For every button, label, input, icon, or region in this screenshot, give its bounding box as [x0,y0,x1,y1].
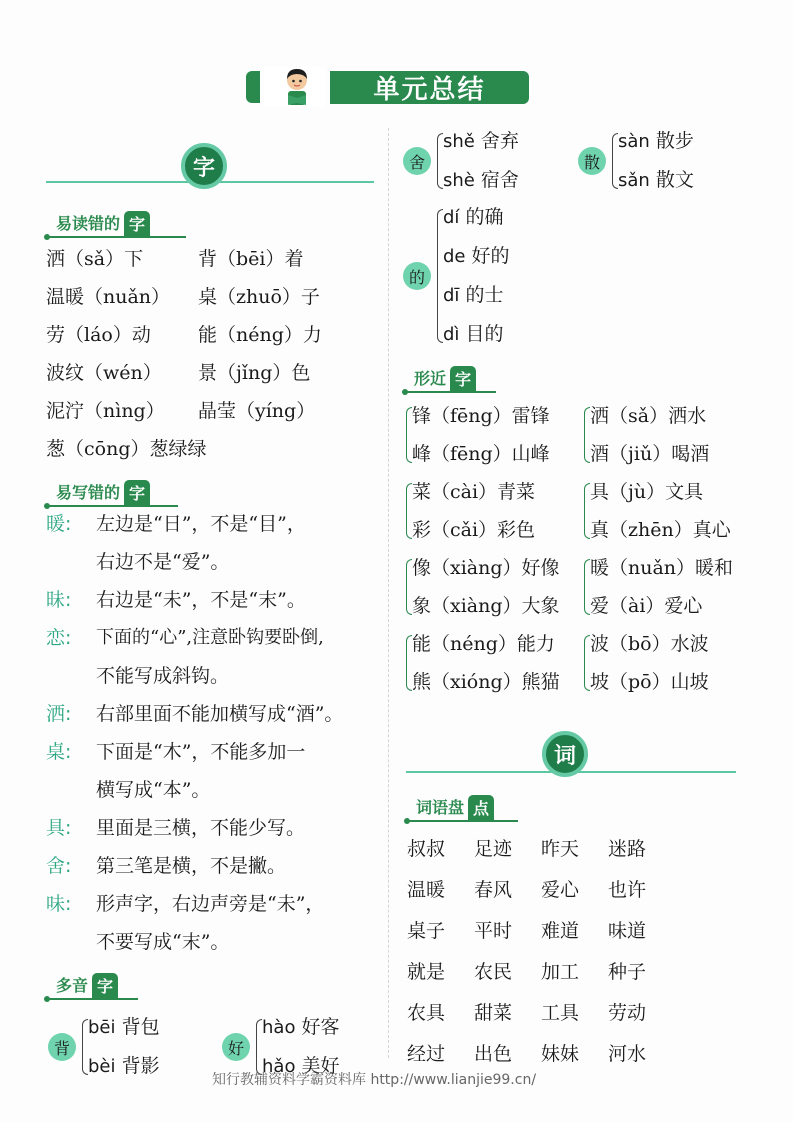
word: 就是 [407,961,446,983]
word: 加工 [541,961,580,983]
subhead-box: 字 [92,973,118,998]
subhead-box: 字 [124,480,150,505]
subhead-box: 字 [450,366,476,391]
subhead-underline [404,391,496,393]
list-item: 洒: 右部里面不能加横写成“酒”。 [46,703,344,725]
subhead-text: 词语盘 [416,798,465,817]
subhead-polyphonic [46,974,138,1002]
similar-pair: 像（xiàng）好像 象（xiàng）大象 [406,549,584,625]
similar-row [406,473,733,549]
polyphonic-group: 散 sàn 散步 sǎn 散文 [578,122,694,200]
word: 经过 [407,1043,446,1065]
list-item: 具: 里面是三横，不能少写。 [46,817,306,839]
word-list [407,829,675,1075]
list-item: 桌: 下面是“木”，不能多加一 横写成“本”。 [46,741,306,801]
word: 桌子 [407,920,446,942]
similar-chars-grid [406,397,733,701]
subhead-easy-misread [46,212,186,240]
similar-pair: 菜（cài）青菜 彩（cǎi）彩色 [406,473,584,549]
word: 温暖 [407,879,446,901]
list-item: 昧: 右边是“未”，不是“末”。 [46,589,306,611]
list-item: 温暖（nuǎn） 桌（zhuō）子 [46,286,320,308]
similar-pair: 具（jù）文具 真（zhēn）真心 [584,473,731,549]
similar-pair: 波（bō）水波 坡（pō）山坡 [584,625,709,701]
subhead-words [406,796,518,824]
word: 也许 [608,879,647,901]
word: 平时 [474,920,513,942]
list-item: 味: 形声字，右边声旁是“未”， 不要写成“末”。 [46,893,325,953]
subhead-text: 多音 [56,976,89,995]
reading-boy-icon [282,67,312,107]
polyphonic-group: 舍 shě 舍弃 shè 宿舍 [403,122,519,200]
word: 农具 [407,1002,446,1024]
subhead-underline [46,236,186,238]
polyphonic-char: 舍 [403,147,431,175]
word: 种子 [608,961,647,983]
title-banner [246,67,529,107]
list-item: 波纹（wén） 景（jǐng）色 [46,362,311,384]
polyphonic-char: 散 [578,147,606,175]
similar-pair: 暖（nuǎn）暖和 爱（ài）爱心 [584,549,733,625]
word: 迷路 [608,838,647,860]
page-title: 单元总结 [330,71,529,104]
word: 妹妹 [541,1043,580,1065]
polyphonic-char: 背 [48,1033,76,1061]
list-item: 泥泞（nìng） 晶莹（yíng） [46,400,316,422]
polyphonic-group: 好 hào 好客 hǎo 美好 [222,1008,340,1086]
misread-list [46,240,322,468]
word: 出色 [474,1043,513,1065]
polyphonic-group: 背 bēi 背包 bèi 背影 [48,1008,160,1086]
subhead-similar [404,367,496,395]
similar-pair: 能（néng）能力 熊（xióng）熊猫 [406,625,584,701]
polyphonic-char: 好 [222,1033,250,1061]
list-item: 舍: 第三笔是横，不是撇。 [46,855,287,877]
subhead-text: 形近 [414,369,447,388]
word: 春风 [474,879,513,901]
word: 昨天 [541,838,580,860]
polyphonic-char: 的 [403,262,431,290]
list-item: 葱（cōng）葱绿绿 [46,438,207,460]
similar-row [406,625,733,701]
section-zi-badge: 字 [181,143,227,189]
word: 甜菜 [474,1002,513,1024]
section-ci-badge: 词 [542,731,588,777]
footer-watermark: 知行教辅资料学霸资料库 http://www.lianjie99.cn/ [212,1072,537,1088]
list-item: 恋: 下面的“心”,注意卧钩要卧倒, 不能写成斜钩。 [46,627,324,687]
list-item: 暖: 左边是“日”，不是“目”， 右边不是“爱”。 [46,513,306,573]
list-item: 洒（sǎ）下 背（bēi）着 [46,248,304,270]
polyphonic-group: 的 dí 的确 de 好的 dī 的士 dì 目的 [403,198,510,354]
banner-left-bar [246,71,260,103]
word: 叔叔 [407,838,446,860]
miswrite-list [46,505,381,961]
subhead-underline [46,998,138,1000]
subhead-text: 易写错的 [56,483,121,502]
word: 农民 [474,961,513,983]
similar-row [406,549,733,625]
word: 味道 [608,920,647,942]
word: 劳动 [608,1002,647,1024]
similar-pair: 锋（fēng）雷锋 峰（fēng）山峰 [406,397,584,473]
similar-pair: 洒（sǎ）洒水 酒（jiǔ）喝酒 [584,397,709,473]
subhead-text: 易读错的 [56,214,121,233]
list-item: 劳（láo）动 能（néng）力 [46,324,322,346]
column-divider [388,128,389,1058]
word: 爱心 [541,879,580,901]
word: 难道 [541,920,580,942]
word: 工具 [541,1002,580,1024]
word: 河水 [608,1043,647,1065]
subhead-box: 点 [468,795,494,820]
subhead-underline [406,820,518,822]
word: 足迹 [474,838,513,860]
subhead-box: 字 [124,211,150,236]
similar-row [406,397,733,473]
